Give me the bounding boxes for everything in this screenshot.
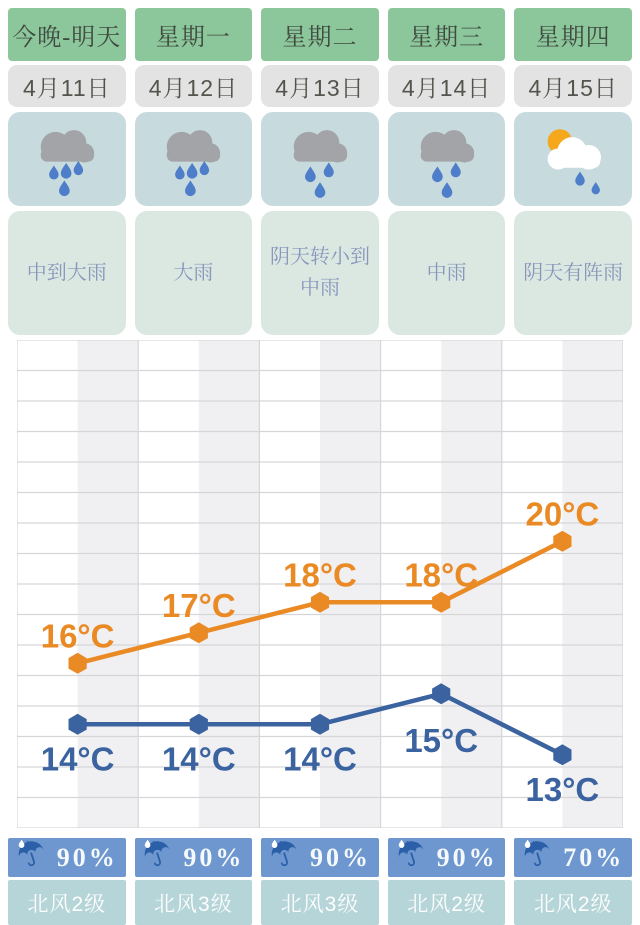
rain-cloud-icon — [135, 112, 253, 206]
precipitation-cell — [261, 838, 379, 877]
date-label: 4月13日 — [261, 65, 379, 107]
rain-cloud-icon — [8, 112, 126, 206]
wind-label: 北风2级 — [514, 880, 632, 925]
day-name-tuesday: 星期二 — [261, 8, 379, 61]
precipitation-value: 90% — [309, 842, 371, 872]
sun-shower-icon — [514, 112, 632, 206]
precipitation-cell — [135, 838, 253, 877]
precipitation-value: 90% — [436, 842, 498, 872]
date-row — [0, 65, 640, 107]
umbrella-rain-icon — [522, 838, 554, 877]
wind-label: 北风3级 — [261, 880, 379, 925]
precipitation-row — [0, 838, 640, 877]
wind-label: 北风2级 — [8, 880, 126, 925]
precipitation-value: 90% — [56, 842, 118, 872]
precipitation-cell — [8, 838, 126, 877]
condition-row — [0, 211, 640, 335]
precipitation-cell — [388, 838, 506, 877]
wind-row — [0, 880, 640, 925]
weather-icon-row — [0, 112, 640, 206]
condition-label: 中到大雨 — [8, 211, 126, 335]
precipitation-value: 70% — [563, 842, 625, 872]
day-name-monday: 星期一 — [135, 8, 253, 61]
svg-text:18°C: 18°C — [283, 556, 357, 594]
rain-cloud-icon — [261, 112, 379, 206]
condition-label: 中雨 — [388, 211, 506, 335]
day-name-today: 今晚-明天 — [8, 8, 126, 61]
wind-label: 北风2级 — [388, 880, 506, 925]
umbrella-rain-icon — [396, 838, 428, 877]
condition-label: 阴天转小到中雨 — [261, 211, 379, 335]
date-label: 4月15日 — [514, 65, 632, 107]
umbrella-rain-icon — [142, 838, 174, 877]
condition-label: 大雨 — [135, 211, 253, 335]
condition-label: 阴天有阵雨 — [514, 211, 632, 335]
precipitation-value: 90% — [183, 842, 245, 872]
svg-text:14°C: 14°C — [40, 740, 115, 778]
svg-text:13°C: 13°C — [525, 770, 600, 808]
svg-text:20°C: 20°C — [525, 495, 600, 533]
date-label: 4月14日 — [388, 65, 506, 107]
rain-cloud-icon — [388, 112, 506, 206]
wind-label: 北风3级 — [135, 880, 253, 925]
day-name-wednesday: 星期三 — [388, 8, 506, 61]
precipitation-cell — [514, 838, 632, 877]
umbrella-rain-icon — [16, 838, 48, 877]
svg-text:16°C: 16°C — [40, 617, 115, 655]
svg-text:17°C: 17°C — [161, 586, 236, 624]
svg-text:14°C: 14°C — [161, 740, 236, 778]
temperature-chart — [17, 340, 623, 828]
day-name-row — [0, 8, 640, 61]
umbrella-rain-icon — [269, 838, 301, 877]
svg-text:18°C: 18°C — [404, 556, 479, 594]
day-name-thursday: 星期四 — [514, 8, 632, 61]
date-label: 4月12日 — [135, 65, 253, 107]
svg-text:14°C: 14°C — [283, 740, 357, 778]
svg-text:15°C: 15°C — [404, 721, 479, 759]
date-label: 4月11日 — [8, 65, 126, 107]
